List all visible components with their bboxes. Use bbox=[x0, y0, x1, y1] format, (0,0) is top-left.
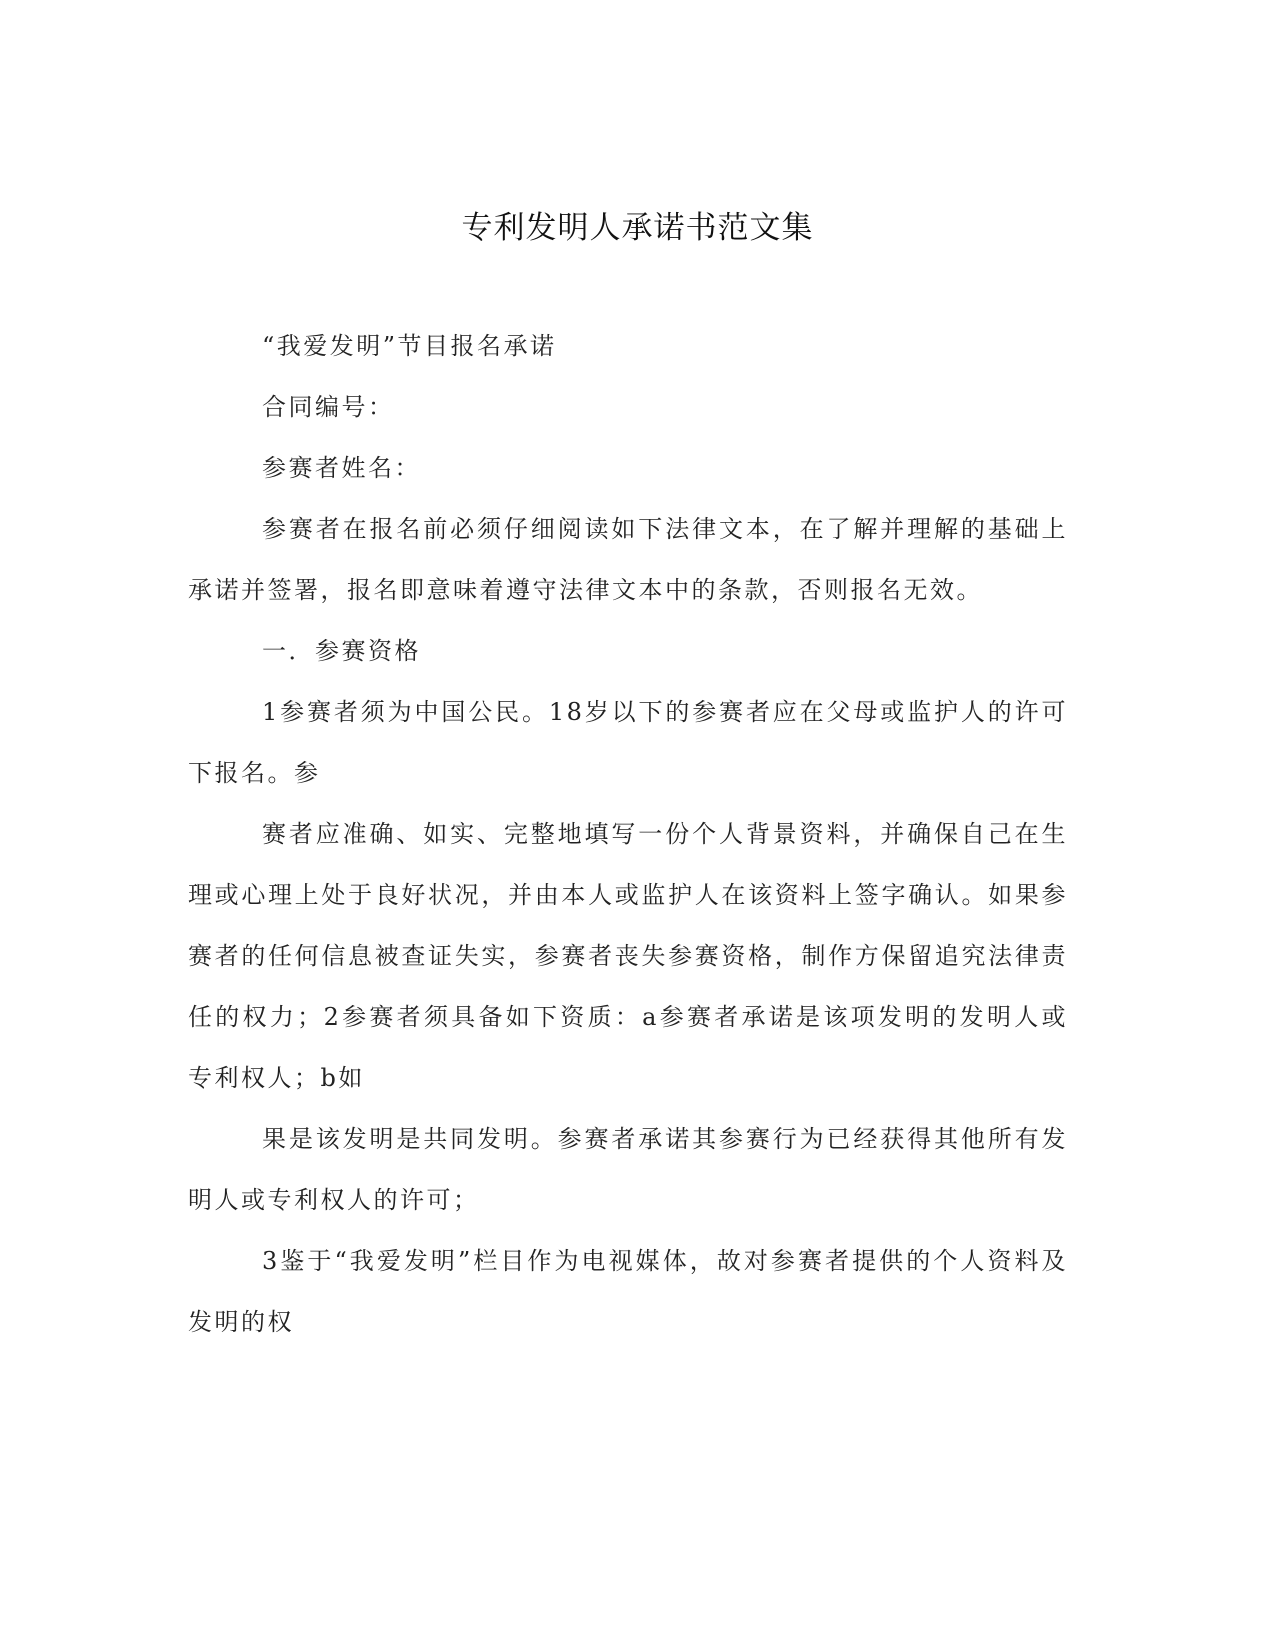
paragraph-notice: 参赛者在报名前必须仔细阅读如下法律文本，在了解并理解的基础上承诺并签署，报名即意味着遵守法律文本中的条款，否则报名无效。 bbox=[188, 515, 1068, 604]
section-heading-eligibility: 一．参赛资格 bbox=[262, 637, 421, 665]
paragraph-program-name: “我爱发明”节目报名承诺 bbox=[262, 332, 557, 360]
paragraph-contract-number: 合同编号： bbox=[262, 393, 395, 421]
paragraph-participant-name: 参赛者姓名： bbox=[262, 454, 421, 482]
paragraph-clause-3: 3鉴于“我爱发明”栏目作为电视媒体，故对参赛者提供的个人资料及发明的权 bbox=[188, 1247, 1068, 1336]
paragraph-clause-1: 1参赛者须为中国公民。18岁以下的参赛者应在父母或监护人的许可下报名。参 bbox=[188, 698, 1068, 787]
document-body bbox=[188, 316, 1068, 1353]
document-title: 专利发明人承诺书范文集 bbox=[461, 210, 814, 246]
paragraph-clause-1-continued: 赛者应准确、如实、完整地填写一份个人背景资料，并确保自己在生理或心理上处于良好状况，并由本人或监护人在该资料上签字确认。如果参赛者的任何信息被查证失实，参赛者丧失参赛资格，制作方保留追究法律责任的权力；2参赛者须具备如下资质：a参赛者承诺是该项发明的发明人或专利权人；b如 bbox=[188, 820, 1068, 1092]
paragraph-clause-2-continued: 果是该发明是共同发明。参赛者承诺其参赛行为已经获得其他所有发明人或专利权人的许可； bbox=[188, 1125, 1068, 1214]
